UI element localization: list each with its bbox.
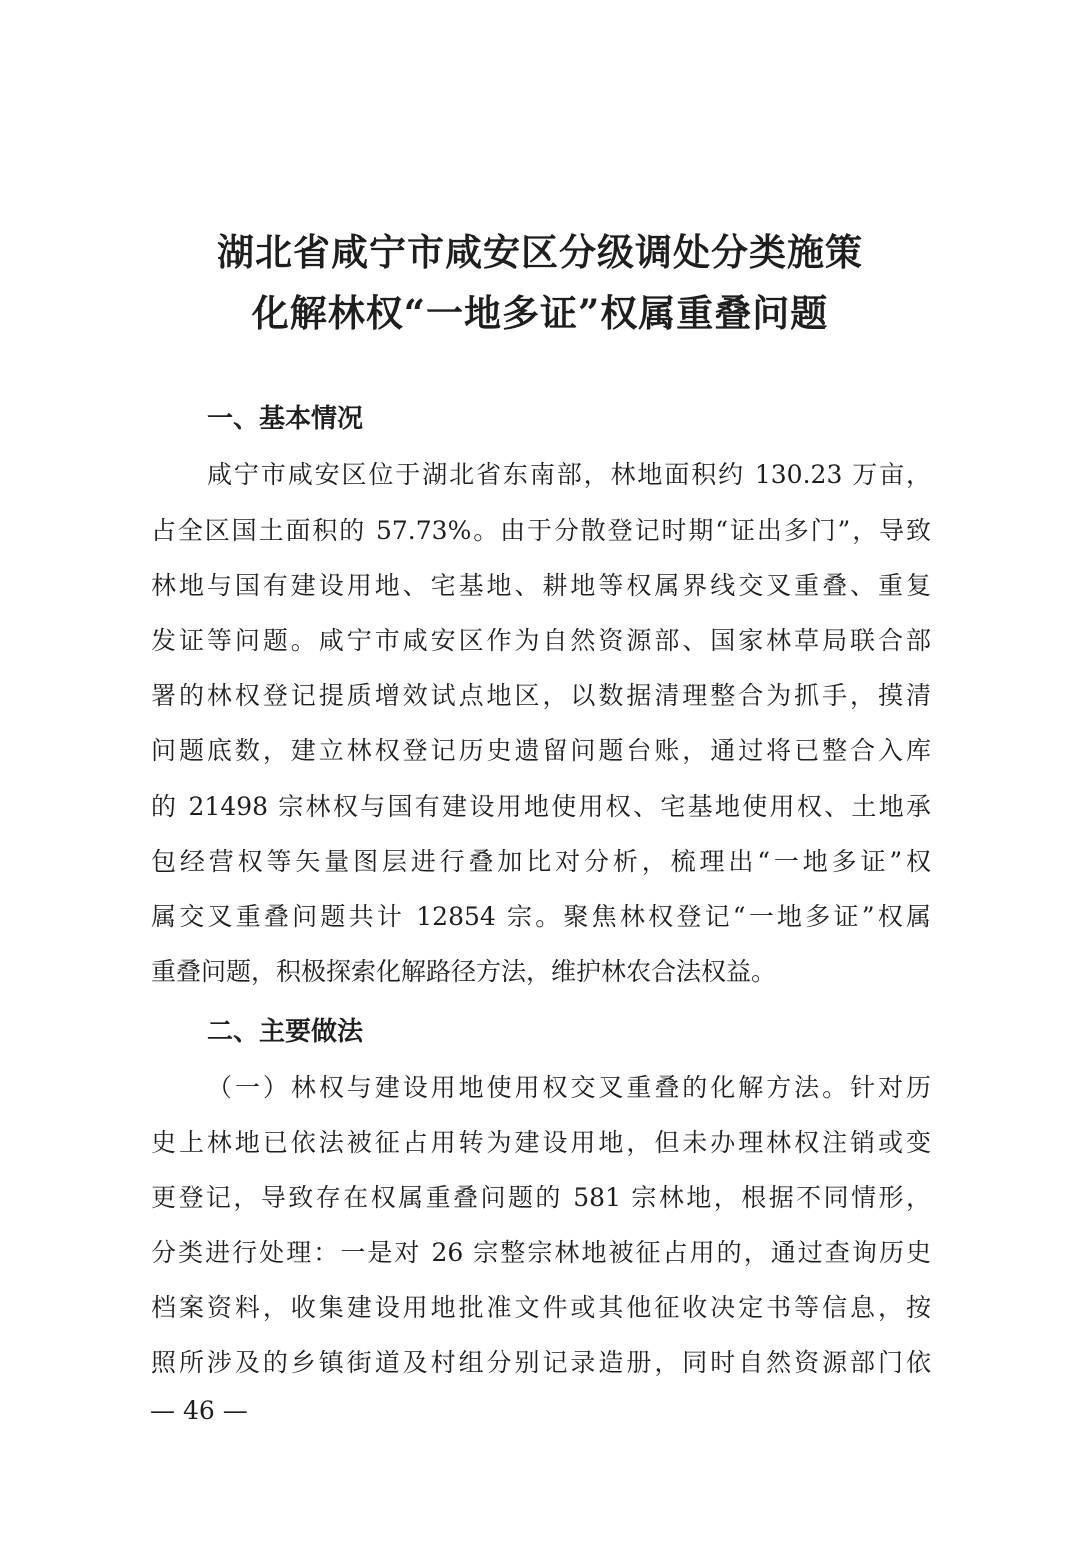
document-title-line-2: 化解林权“一地多证”权属重叠问题 — [251, 291, 829, 335]
paragraph-line: 重叠问题，积极探索化解路径方法，维护林农合法权益。 — [151, 957, 777, 986]
paragraph-line: 史上林地已依法被征占用转为建设用地，但未办理林权注销或变 — [151, 1128, 931, 1157]
page-number: — 46 — — [150, 1396, 248, 1425]
document-title-line-1: 湖北省咸宁市咸安区分级调处分类施策 — [217, 230, 863, 274]
paragraph-line: 包经营权等矢量图层进行叠加比对分析，梳理出“一地多证”权 — [151, 847, 931, 876]
section-heading-main-practices: 二、主要做法 — [207, 1017, 364, 1047]
paragraph-line: 占全区国土面积的 57.73%。由于分散登记时期“证出多门”，导致 — [151, 516, 931, 545]
paragraph-line: （一）林权与建设用地使用权交叉重叠的化解方法。针对历 — [207, 1073, 931, 1102]
paragraph-line: 属交叉重叠问题共计 12854 宗。聚焦林权登记“一地多证”权属 — [151, 902, 931, 931]
paragraph-line: 分类进行处理：一是对 26 宗整宗林地被征占用的，通过查询历史 — [151, 1238, 931, 1267]
paragraph-line: 档案资料，收集建设用地批准文件或其他征收决定书等信息，按 — [151, 1293, 931, 1322]
paragraph-line: 更登记，导致存在权属重叠问题的 581 宗林地，根据不同情形， — [151, 1183, 931, 1212]
paragraph-line: 咸宁市咸安区位于湖北省东南部，林地面积约 130.23 万亩， — [207, 460, 931, 489]
paragraph-line: 发证等问题。咸宁市咸安区作为自然资源部、国家林草局联合部 — [151, 626, 931, 655]
paragraph-line: 的 21498 宗林权与国有建设用地使用权、宅基地使用权、土地承 — [151, 792, 931, 821]
paragraph-line: 照所涉及的乡镇街道及村组分别记录造册，同时自然资源部门依 — [151, 1348, 931, 1377]
paragraph-line: 林地与国有建设用地、宅基地、耕地等权属界线交叉重叠、重复 — [151, 571, 931, 600]
paragraph-line: 问题底数，建立林权登记历史遗留问题台账，通过将已整合入库 — [151, 736, 931, 765]
paragraph-line: 署的林权登记提质增效试点地区，以数据清理整合为抓手，摸清 — [151, 681, 931, 710]
section-heading-basic-situation: 一、基本情况 — [207, 404, 364, 434]
